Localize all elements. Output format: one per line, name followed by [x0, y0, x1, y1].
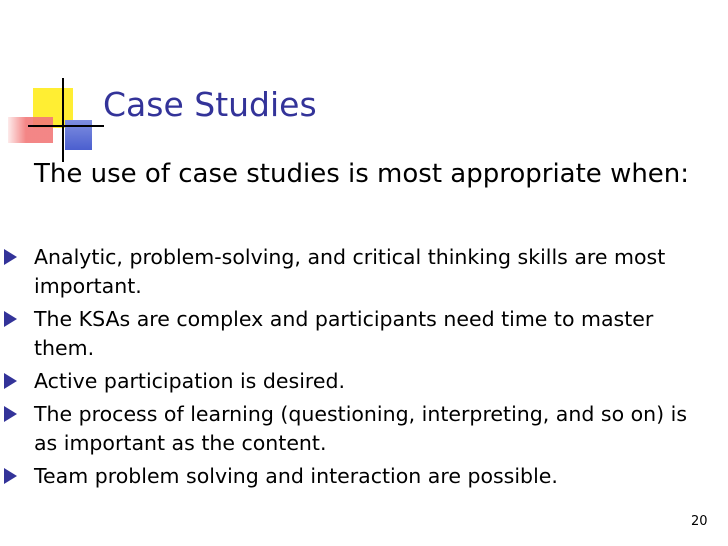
page-number: 20	[691, 514, 708, 529]
bullet-text: Analytic, problem-solving, and critical thinking skills are most important.	[34, 245, 666, 298]
bullet-text: The process of learning (questioning, interpreting, and so on) is as important as the content.	[34, 402, 688, 455]
bullet-triangle-icon	[4, 468, 17, 484]
bullet-item	[34, 367, 714, 396]
bullet-text: The KSAs are complex and participants need time to master them.	[34, 307, 654, 360]
bullet-list	[34, 243, 714, 495]
intro-text: The use of case studies is most appropriate when:	[34, 159, 690, 189]
bullet-item	[34, 305, 714, 363]
slide-title: Case Studies	[103, 85, 317, 124]
bullet-triangle-icon	[4, 406, 17, 422]
decorative-logo	[0, 0, 110, 170]
bullet-text: Team problem solving and interaction are possible.	[34, 464, 558, 488]
bullet-item	[34, 400, 714, 458]
bullet-text: Active participation is desired.	[34, 369, 346, 393]
logo-blue-square	[65, 120, 92, 150]
bullet-triangle-icon	[4, 249, 17, 265]
bullet-item	[34, 243, 714, 301]
bullet-triangle-icon	[4, 311, 17, 327]
bullet-triangle-icon	[4, 373, 17, 389]
bullet-item	[34, 462, 714, 491]
logo-red-bar	[8, 117, 53, 143]
